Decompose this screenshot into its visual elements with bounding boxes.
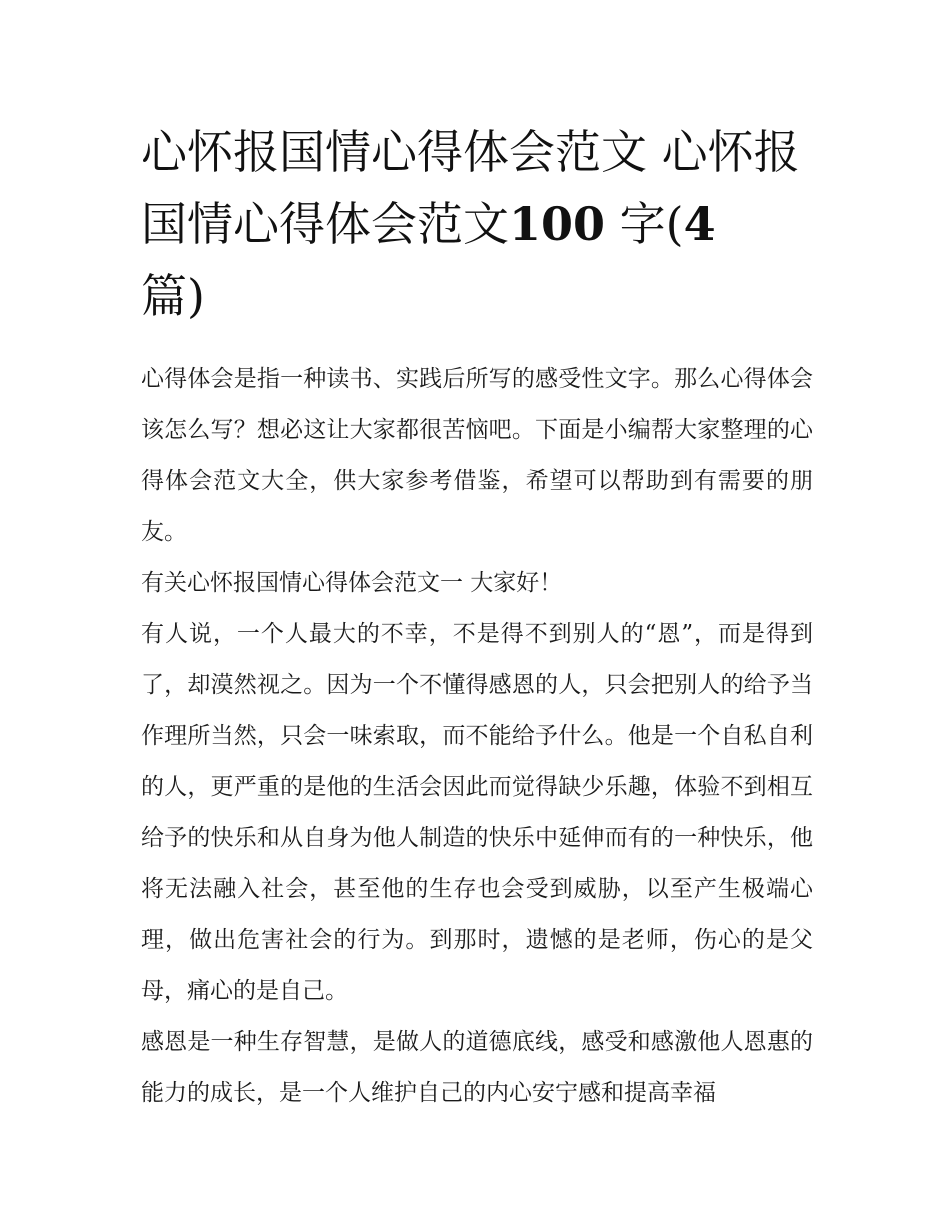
document-body — [141, 354, 813, 1119]
document-title — [141, 116, 813, 332]
document-content — [141, 116, 813, 1119]
title-count: 4 — [683, 197, 716, 251]
title-unit: 字( — [605, 197, 684, 251]
title-number: 100 — [509, 197, 606, 251]
title-text: 心怀报国情心得体会范文 心怀报国情心得体会范文 — [141, 125, 800, 251]
title-suffix: 篇) — [141, 269, 205, 323]
paragraph-gratitude: 有人说，一个人最大的不幸，不是得不到别人的“恩”，而是得到了，却漠然视之。因为一个不懂得感恩的人，只会把别人的给予当作理所当然，只会一味索取，而不能给予什么。他是一个自私自利的人，更严重的是他的生活会因此而觉得缺少乐趣，体验不到相互给予的快乐和从自身为他人制造的快乐中延伸而有的一种快乐，他将无法融入社会，甚至他的生存也会受到威胁，以至产生极端心理，做出危害社会的行为。到那时，遗憾的是老师，伤心的是父母，痛心的是自己。 — [141, 621, 813, 1004]
paragraph-intro: 心得体会是指一种读书、实践后所写的感受性文字。那么心得体会该怎么写？想必这让大家都很苦恼吧。下面是小编帮大家整理的心得体会范文大全，供大家参考借鉴，希望可以帮助到有需要的朋友。 — [141, 366, 813, 545]
paragraph-section-heading: 有关心怀报国情心得体会范文一 大家好！ — [141, 570, 563, 596]
paragraph-wisdom: 感恩是一种生存智慧，是做人的道德底线，感受和感激他人恩惠的能力的成长，是一个人维护自己的内心安宁感和提高幸福 — [141, 1029, 813, 1106]
